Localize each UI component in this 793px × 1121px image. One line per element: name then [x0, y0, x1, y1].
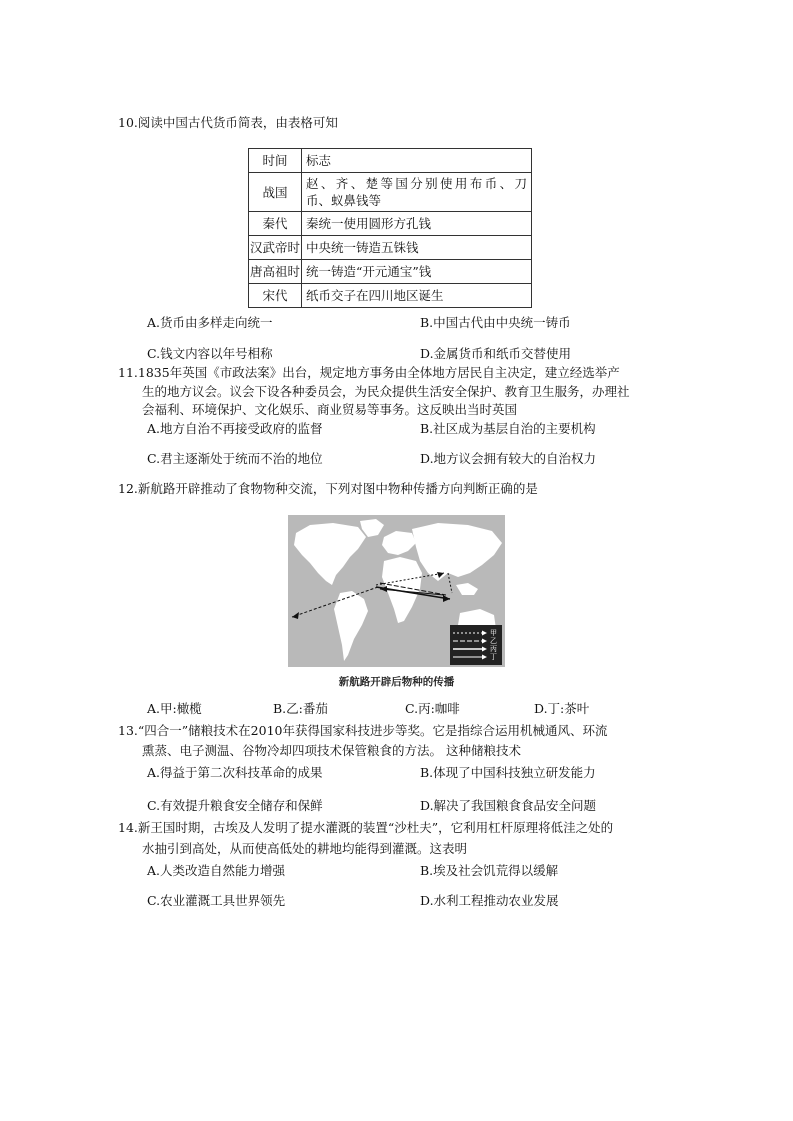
q10-stem: 10.阅读中国古代货币简表，由表格可知	[118, 115, 338, 130]
table-cell-period: 汉武帝时	[249, 236, 302, 260]
map-caption: 新航路开辟后物种的传播	[338, 676, 455, 688]
q12-option-c[interactable]: C.丙:咖啡	[405, 701, 460, 716]
table-cell-period: 战国	[249, 173, 302, 212]
q12-option-a[interactable]: A.甲:橄榄	[147, 701, 202, 716]
q11-stem-line3: 会福利、环境保护、文化娱乐、商业贸易等事务。这反映出当时英国	[142, 402, 518, 417]
q10-option-c[interactable]: C.钱文内容以年号相称	[147, 346, 273, 361]
table-cell-sign: 纸币交子在四川地区诞生	[302, 284, 532, 308]
q11-stem-line1: 11.1835年英国《市政法案》出台，规定地方事务由全体地方居民自主决定，建立经选举产	[118, 365, 620, 380]
q11-option-a[interactable]: A.地方自治不再接受政府的监督	[147, 421, 323, 436]
table-cell-sign: 秦统一使用圆形方孔钱	[302, 212, 532, 236]
legend-label-ding: 丁	[490, 653, 497, 661]
table-header-row	[249, 149, 532, 173]
q14-option-b[interactable]: B.埃及社会饥荒得以缓解	[420, 863, 559, 878]
q12-option-d[interactable]: D.丁:茶叶	[534, 701, 590, 716]
table-row	[249, 260, 532, 284]
q11-option-d[interactable]: D.地方议会拥有较大的自治权力	[420, 451, 597, 466]
q12-stem: 12.新航路开辟推动了食物物种交流，下列对图中物种传播方向判断正确的是	[118, 481, 538, 496]
table-row	[249, 284, 532, 308]
table-cell-sign-line1: 赵、齐、楚等国分别使用布币、刀	[306, 176, 527, 191]
table-cell-period: 唐高祖时	[249, 260, 302, 284]
q10-option-d[interactable]: D.金属货币和纸币交替使用	[420, 346, 572, 361]
q13-option-d[interactable]: D.解决了我国粮食食品安全问题	[420, 798, 597, 813]
q13-stem-line2: 熏蒸、电子测温、谷物冷却四项技术保管粮食的方法。 这种储粮技术	[142, 743, 521, 758]
table-header-sign: 标志	[302, 149, 532, 173]
q14-option-c[interactable]: C.农业灌溉工具世界领先	[147, 893, 286, 908]
q14-stem-line1: 14.新王国时期，古埃及人发明了提水灌溉的装置“沙杜夫”，它利用杠杆原理将低洼之处的	[118, 820, 614, 835]
table-cell-period: 秦代	[249, 212, 302, 236]
table-header-time: 时间	[249, 149, 302, 173]
q13-option-c[interactable]: C.有效提升粮食安全储存和保鲜	[147, 798, 323, 813]
table-row	[249, 212, 532, 236]
legend-label-jia: 甲	[490, 629, 497, 637]
species-spread-map	[288, 515, 505, 693]
q10-option-b[interactable]: B.中国古代由中央统一铸币	[420, 315, 571, 330]
legend-label-bing: 丙	[490, 645, 497, 653]
q13-stem-line1: 13.“四合一”储粮技术在2010年获得国家科技进步等奖。它是指综合运用机械通风、环流	[118, 723, 608, 738]
table-row	[249, 236, 532, 260]
q11-option-c[interactable]: C.君主逐渐处于统而不治的地位	[147, 451, 323, 466]
q14-option-a[interactable]: A.人类改造自然能力增强	[147, 863, 286, 878]
table-cell-sign: 统一铸造“开元通宝”钱	[302, 260, 532, 284]
q11-option-b[interactable]: B.社区成为基层自治的主要机构	[420, 421, 596, 436]
q12-option-b[interactable]: B.乙:番茄	[273, 701, 328, 716]
table-cell-sign-line2: 币、蚁鼻钱等	[306, 193, 382, 208]
q10-option-a[interactable]: A.货币由多样走向统一	[147, 315, 273, 330]
q14-stem-line2: 水抽引到高处，从而使高低处的耕地均能得到灌溉。这表明	[142, 841, 468, 856]
q11-stem-line2: 生的地方议会。议会下设各种委员会，为民众提供生活安全保护、教育卫生服务，办理社	[142, 384, 630, 399]
q14-option-d[interactable]: D.水利工程推动农业发展	[420, 893, 559, 908]
q13-option-b[interactable]: B.体现了中国科技独立研发能力	[420, 765, 596, 780]
legend-label-yi: 乙	[490, 637, 497, 645]
q13-option-a[interactable]: A.得益于第二次科技革命的成果	[147, 765, 323, 780]
table-row	[249, 173, 532, 212]
currency-table	[248, 148, 532, 308]
table-cell-sign: 中央统一铸造五铢钱	[302, 236, 532, 260]
world-map-figure	[288, 515, 505, 693]
table-cell-period: 宋代	[249, 284, 302, 308]
table-cell-sign	[302, 173, 532, 212]
